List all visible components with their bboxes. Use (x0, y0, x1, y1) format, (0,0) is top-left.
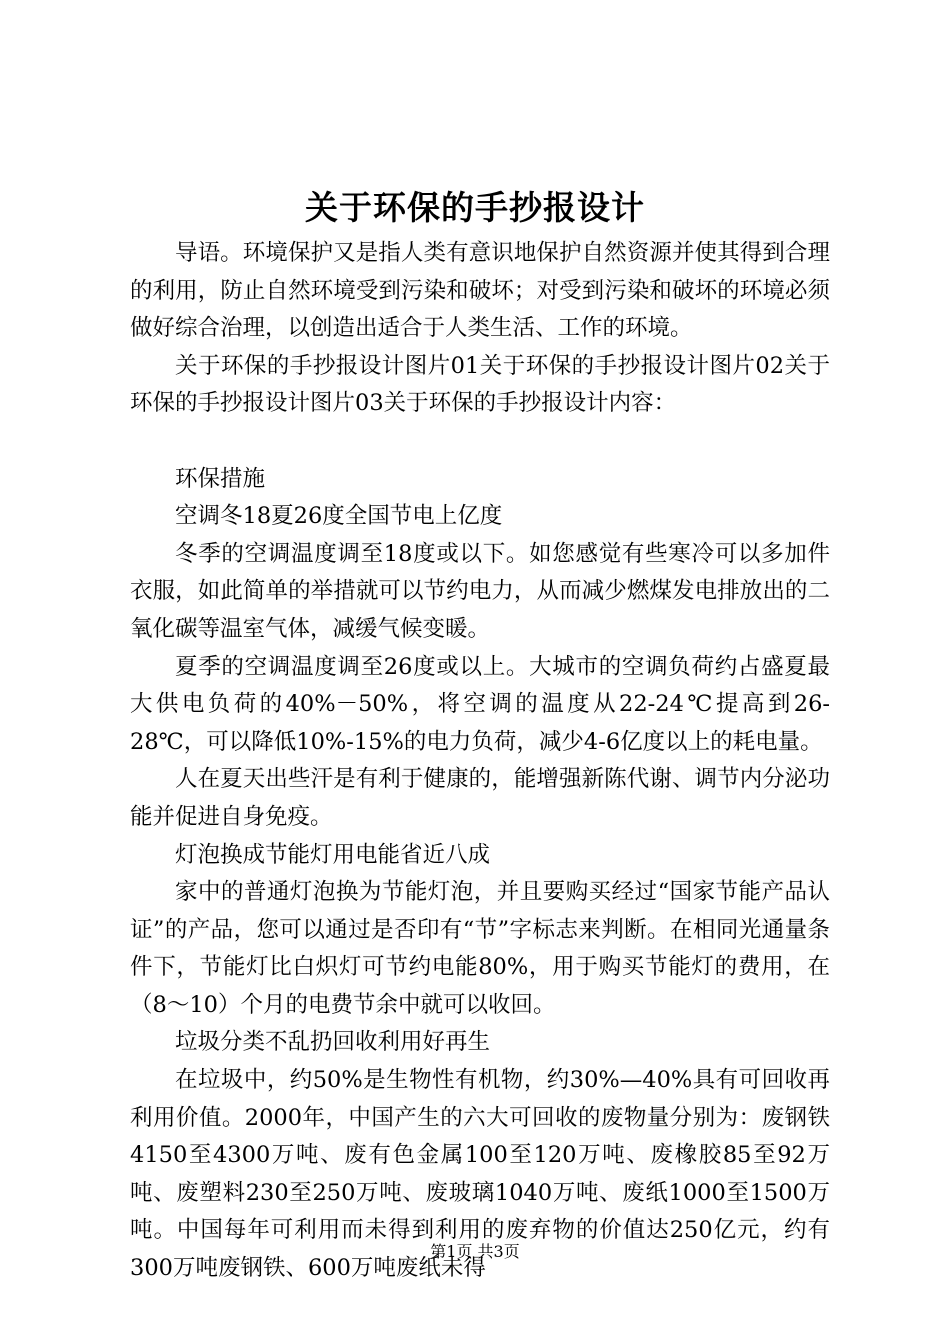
document-body (130, 235, 830, 1288)
paragraph-garbage: 在垃圾中，约50%是生物性有机物，约30%—40%具有可回收再利用价值。2000年，中国产生的六大可回收的废物量分别为：废钢铁4150至4300万吨、废有色金属100至120万吨、废橡胶85至92万吨、废塑料230至250万吨、废玻璃1040万吨、废纸1000至1500万吨。中国每年可利用而未得到利用的废弃物的价值达250亿元，约有300万吨废钢铁、600万吨废纸未得 (130, 1067, 830, 1282)
subheading-light-bulbs: 灯泡换成节能灯用电能省近八成 (175, 841, 491, 868)
blank-line (130, 423, 830, 461)
subheading-air-conditioning: 空调冬18夏26度全国节电上亿度 (175, 503, 503, 530)
subheading-garbage: 垃圾分类不乱扔回收利用好再生 (175, 1029, 491, 1056)
paragraph-summer: 夏季的空调温度调至26度或以上。大城市的空调负荷约占盛夏最大供电负荷的40%－50%，将空调的温度从22-24℃提高到26-28℃，可以降低10%-15%的电力负荷，减少4-6亿度以上的耗电量。 (130, 653, 830, 755)
paragraph-winter: 冬季的空调温度调至18度或以下。如您感觉有些寒冷可以多加件衣服，如此简单的举措就可以节约电力，从而减少燃煤发电排放出的二氧化碳等温室气体，减缓气候变暖。 (130, 540, 830, 642)
section-heading: 环保措施 (175, 465, 266, 492)
paragraph-images: 关于环保的手抄报设计图片01关于环保的手抄报设计图片02关于环保的手抄报设计图片03关于环保的手抄报设计内容： (130, 352, 830, 417)
paragraph-sweat: 人在夏天出些汗是有利于健康的，能增强新陈代谢、调节内分泌功能并促进自身免疫。 (130, 766, 830, 830)
document-title: 关于环保的手抄报设计 (305, 188, 645, 227)
paragraph-intro: 导语。环境保护又是指人类有意识地保护自然资源并使其得到合理的利用，防止自然环境受到污染和破坏；对受到污染和破坏的环境必须做好综合治理，以创造出适合于人类生活、工作的环境。 (130, 240, 830, 342)
paragraph-light-bulbs: 家中的普通灯泡换为节能灯泡，并且要购买经过“国家节能产品认证”的产品，您可以通过是否印有“节”字标志来判断。在相同光通量条件下，节能灯比白炽灯可节约电能80%，用于购买节能灯的费用，在（8～10）个月的电费节余中就可以收回。 (130, 879, 830, 1018)
page-footer: 第1页 共3页 (430, 1242, 520, 1261)
